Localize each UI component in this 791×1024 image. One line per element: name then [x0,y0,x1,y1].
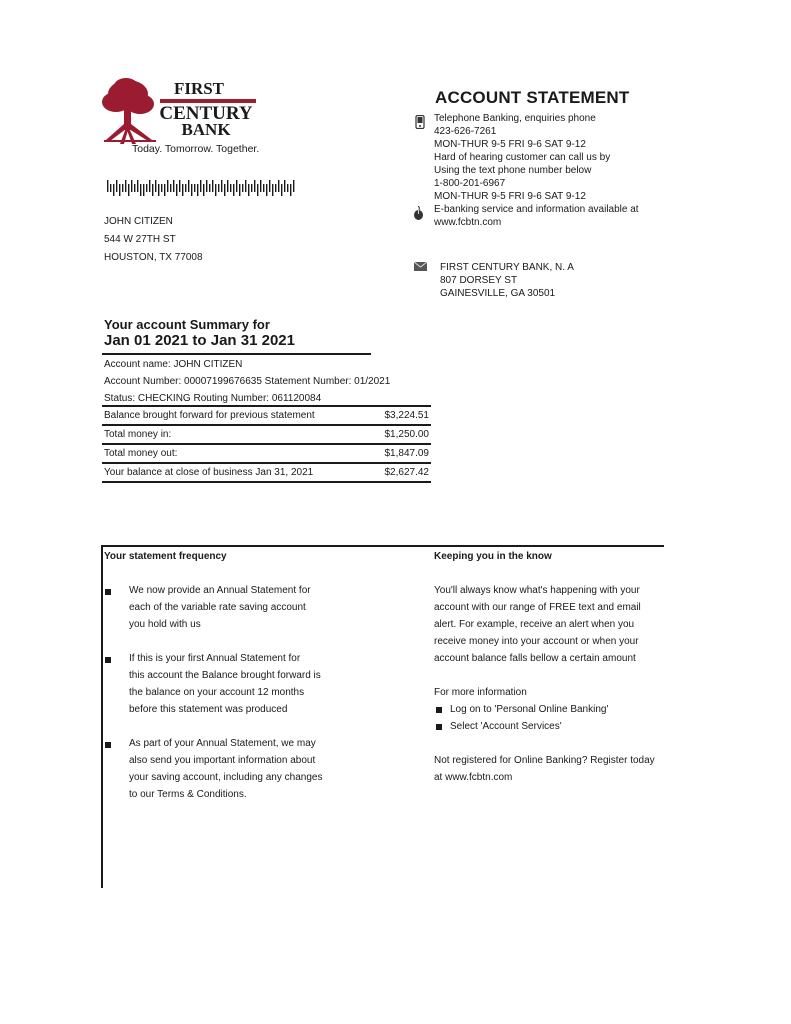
customer-address [104,213,203,267]
phone-line: 1-800-201-6967 [434,178,506,189]
table-row [102,463,431,482]
know-section [434,548,674,786]
logo-tagline: Today. Tomorrow. Together. [132,143,260,155]
phone-line: MON-THUR 9-5 FRI 9-6 SAT 9-12 [434,139,586,150]
bullet-line: the balance on your account 12 months [129,687,305,698]
bullet-line: to our Terms & Conditions. [129,789,247,800]
phone-line: MON-THUR 9-5 FRI 9-6 SAT 9-12 [434,191,586,202]
para-line: You'll always know what's happening with your [434,585,640,596]
summary-period: Jan 01 2021 to Jan 31 2021 [104,332,295,349]
bullet-line: before this statement was produced [129,704,288,715]
summary-heading: Your account Summary for [104,317,270,332]
sub-bullet-text: Log on to 'Personal Online Banking' [450,704,609,715]
row-label: Your balance at close of business Jan 31, 2021 [104,467,314,478]
para-line: alert. For example, receive an alert when you [434,619,635,630]
bullet-line: If this is your first Annual Statement for [129,653,301,664]
phone-info [434,112,610,203]
summary-heading-rule [102,353,371,355]
bullet-line: you hold with us [129,619,201,630]
logo-first: FIRST [173,79,225,98]
bullet-square-icon [105,589,111,595]
sub-bullet-text: Select 'Account Services' [450,721,562,732]
bank-address-line: 807 DORSEY ST [440,275,518,286]
table-row [102,425,431,444]
sub-bullet-item [436,701,674,718]
page-title: ACCOUNT STATEMENT [435,88,630,107]
ebanking-info [434,203,639,229]
sub-bullet-item [436,718,674,735]
row-label: Balance brought forward for previous statement [104,410,315,421]
mouse-icon [413,206,424,220]
account-details [104,356,390,407]
logo-century: CENTURY [159,103,253,124]
customer-street: 544 W 27TH ST [104,234,176,245]
bullet-square-icon [436,724,442,730]
ebanking-line: E-banking service and information available at [434,204,639,215]
bullet-item [104,650,404,718]
account-number: Account Number: 00007199676635 Statement Number: 01/2021 [104,376,391,387]
register-line: Not registered for Online Banking? Register today [434,755,655,766]
bullet-line: each of the variable rate saving account [129,602,306,613]
frequency-heading: Your statement frequency [104,551,227,562]
phone-icon [415,115,425,129]
know-heading: Keeping you in the know [434,551,552,562]
bullet-line: your saving account, including any changes [129,772,323,783]
bank-address-line: FIRST CENTURY BANK, N. A [440,262,574,273]
row-amount: $1,847.09 [384,448,429,459]
ebanking-link[interactable]: www.fcbtn.com [434,217,502,228]
row-amount: $1,250.00 [384,429,429,440]
account-status: Status: CHECKING Routing Number: 061120084 [104,393,322,404]
postal-barcode [107,180,297,196]
row-amount: $2,627.42 [384,467,429,478]
para-line: receive money into your account or when your [434,636,639,647]
balance-table [102,405,431,483]
account-name: Account name: JOHN CITIZEN [104,359,243,370]
register-link[interactable]: at www.fcbtn.com [434,772,513,783]
register-text [434,752,674,786]
bullet-line: We now provide an Annual Statement for [129,585,311,596]
para-line: account balance falls bellow a certain amount [434,653,636,664]
bank-logo [98,72,268,158]
know-paragraph [434,582,674,667]
bullet-item [104,735,404,803]
phone-line: Telephone Banking, enquiries phone [434,113,596,124]
bullet-line: As part of your Annual Statement, we may [129,738,316,749]
phone-line: 423-626-7261 [434,126,497,137]
row-amount: $3,224.51 [384,410,429,421]
phone-line: Using the text phone number below [434,165,592,176]
tree-logo-icon [98,74,160,146]
customer-name: JOHN CITIZEN [104,216,173,227]
row-label: Total money out: [104,448,178,459]
envelope-icon [414,262,427,271]
table-row [102,406,431,425]
more-info-label: For more information [434,687,527,698]
para-line: account with our range of FREE text and email [434,602,641,613]
table-row [102,444,431,463]
customer-city: HOUSTON, TX 77008 [104,252,203,263]
row-label: Total money in: [104,429,172,440]
frequency-section [104,548,404,803]
bullet-square-icon [105,742,111,748]
logo-bank: BANK [181,120,231,139]
bank-address [440,261,574,300]
bullet-square-icon [105,657,111,663]
bullet-item [104,582,404,633]
bullet-line: this account the Balance brought forward is [129,670,321,681]
bullet-line: also send you important information about [129,755,316,766]
info-box-left-rule [101,545,103,888]
bullet-square-icon [436,707,442,713]
bank-address-line: GAINESVILLE, GA 30501 [440,288,556,299]
info-box-top-rule [101,545,664,547]
phone-line: Hard of hearing customer can call us by [434,152,611,163]
